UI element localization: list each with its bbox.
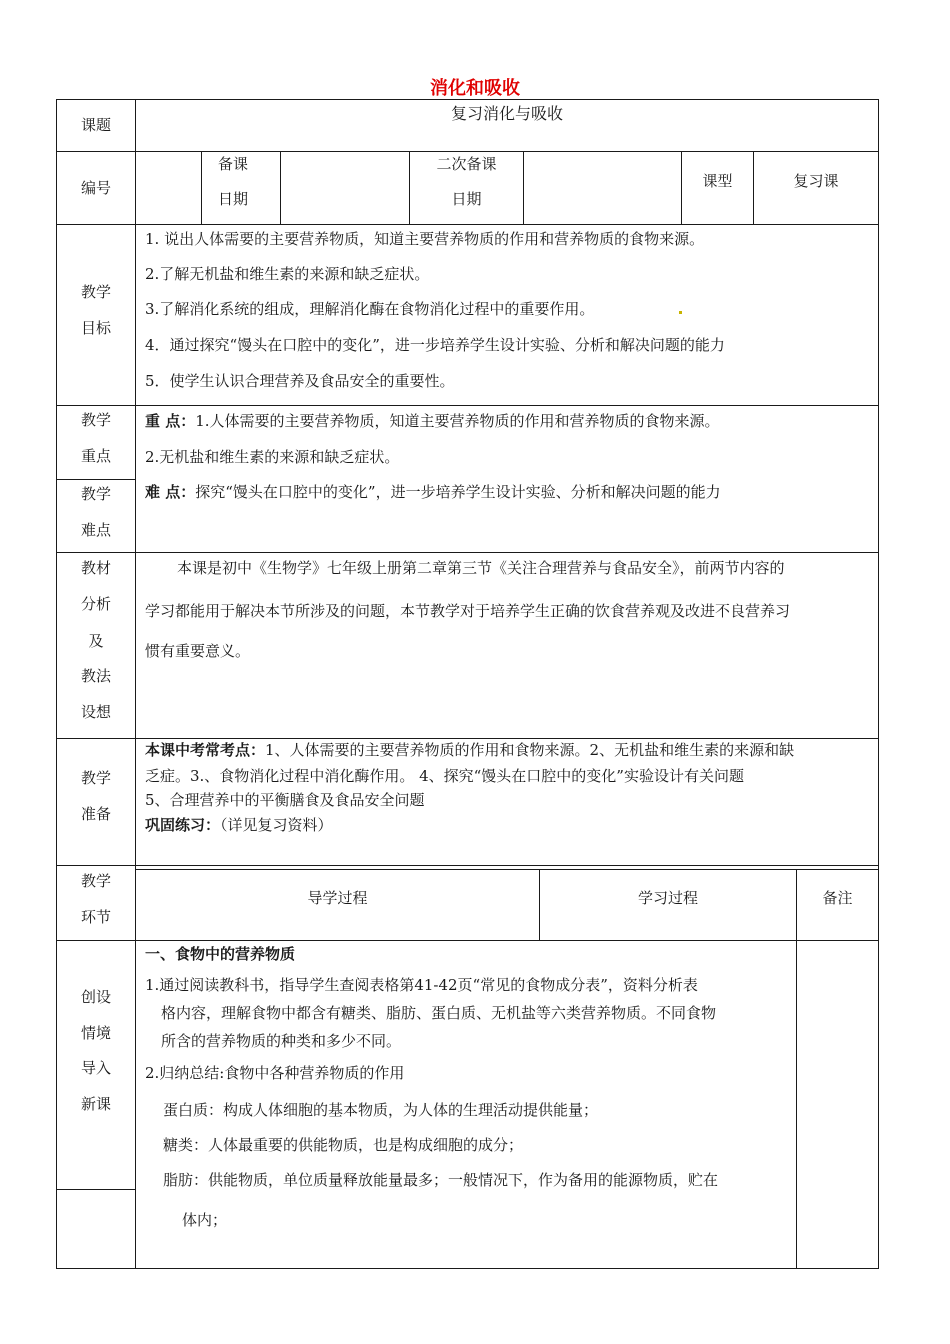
analysis-label-line: 设想 (80, 703, 111, 721)
key-points-label-line1: 教学 (80, 411, 111, 429)
learning-process-header: 学习过程 (637, 889, 698, 907)
stages-label-line2: 环节 (80, 908, 111, 926)
row-divider (56, 552, 879, 553)
course-type-value: 复习课 (793, 172, 839, 190)
id-label: 编号 (80, 179, 111, 197)
objective-item: 5．使学生认识合理营养及食品安全的重要性。 (145, 372, 455, 390)
table-border-bottom (56, 1268, 879, 1269)
second-prep-label-line2: 日期 (451, 190, 482, 208)
row-divider (56, 738, 879, 739)
course-type-label: 课型 (702, 172, 733, 190)
intro-summary: 2.归纳总结:食物中各种营养物质的作用 (145, 1064, 405, 1082)
objective-item: 2.了解无机盐和维生素的来源和缺乏症状。 (145, 265, 430, 283)
analysis-label-line: 及 (88, 632, 104, 650)
column-divider (523, 151, 524, 225)
row-divider (56, 405, 879, 406)
row-divider (56, 865, 879, 866)
row-divider (56, 224, 879, 225)
preparation-label-line2: 准备 (80, 805, 111, 823)
difficulties-label-line1: 教学 (80, 485, 111, 503)
table-border-top (56, 99, 879, 100)
difficulties-line (145, 482, 721, 502)
analysis-line: 学习都能用于解决本节所涉及的问题，本节教学对于培养学生正确的饮食营养观及改进不良营养习 (145, 602, 791, 620)
label-divider (56, 479, 136, 480)
analysis-label-line: 分析 (80, 595, 111, 613)
preparation-line1 (145, 740, 794, 760)
second-prep-label-line1: 二次备课 (436, 155, 497, 173)
intro-heading: 一、食物中的营养物质 (145, 945, 296, 963)
guide-process-header: 导学过程 (307, 889, 368, 907)
intro-label-line: 导入 (80, 1059, 111, 1077)
row-divider (56, 151, 879, 152)
difficulties-lead: 难 点： (145, 483, 196, 501)
fat-line2: 体内； (182, 1211, 228, 1229)
topic-value: 复习消化与吸收 (450, 104, 563, 123)
row-divider-double (136, 869, 879, 870)
key-points-line2: 2.无机盐和维生素的来源和缺乏症状。 (145, 448, 400, 466)
difficulties-label-line2: 难点 (80, 521, 111, 539)
objective-item: 1. 说出人体需要的主要营养物质，知道主要营养物质的作用和营养物质的食物来源。 (145, 230, 705, 248)
intro-label-line: 新课 (80, 1095, 111, 1113)
objective-item: 3.了解消化系统的组成，理解消化酶在食物消化过程中的重要作用。 (145, 300, 595, 318)
preparation-line3: 5、合理营养中的平衡膳食及食品安全问题 (145, 791, 425, 809)
notes-header: 备注 (822, 889, 853, 907)
practice-lead: 巩固练习： (145, 816, 221, 834)
prep-date-label-line2: 日期 (218, 190, 249, 208)
row-divider (56, 940, 879, 941)
key-points-line1 (145, 411, 720, 431)
intro-paragraph-line: 所含的营养物质的种类和多少不同。 (161, 1032, 402, 1050)
prep-date-label-line1: 备课 (218, 155, 249, 173)
protein-line: 蛋白质：构成人体细胞的基本物质，为人体的生理活动提供能量； (163, 1101, 599, 1119)
difficulties-text: 探究“馒头在口腔中的变化”，进一步培养学生设计实验、分析和解决问题的能力 (195, 483, 721, 501)
column-divider (796, 940, 797, 1269)
objective-item: 4．通过探究“馒头在口腔中的变化”，进一步培养学生设计实验、分析和解决问题的能力 (145, 336, 725, 354)
preparation-label-line1: 教学 (80, 769, 111, 787)
analysis-line: 本课是初中《生物学》七年级上册第二章第三节《关注合理营养与食品安全》，前两节内容的 (177, 559, 785, 577)
preparation-line2: 乏症。3.、食物消化过程中消化酶作用。 4、探究“馒头在口腔中的变化”实验设计有关问题 (145, 767, 744, 785)
practice-line (145, 815, 333, 835)
practice-text: （详见复习资料） (220, 816, 333, 834)
preparation-text: 1、人体需要的主要营养物质的作用和食物来源。2、无机盐和维生素的来源和缺 (265, 741, 795, 759)
column-divider (201, 151, 202, 225)
sugar-line: 糖类：人体最重要的供能物质，也是构成细胞的成分； (163, 1136, 524, 1154)
key-points-label-line2: 重点 (80, 447, 111, 465)
stages-label-line1: 教学 (80, 872, 111, 890)
table-border-right (878, 99, 879, 1269)
analysis-label-line: 教法 (80, 667, 111, 685)
fat-line1: 脂肪：供能物质，单位质量释放能量最多；一般情况下，作为备用的能源物质，贮在 (163, 1171, 719, 1189)
key-points-text: 1.人体需要的主要营养物质，知道主要营养物质的作用和营养物质的食物来源。 (195, 412, 720, 430)
intro-label-line: 情境 (80, 1024, 111, 1042)
topic-label: 课题 (80, 116, 111, 134)
objectives-label-line1: 教学 (80, 283, 111, 301)
intro-label-line: 创设 (80, 988, 111, 1006)
objectives-label-line2: 目标 (80, 319, 111, 337)
analysis-label-line: 教材 (80, 559, 111, 577)
column-divider (280, 151, 281, 225)
analysis-line: 惯有重要意义。 (145, 642, 251, 660)
intro-paragraph-line: 1.通过阅读教科书，指导学生查阅表格第41-42页“常见的食物成分表”，资料分析表 (145, 976, 698, 994)
label-divider (56, 1189, 136, 1190)
preparation-lead: 本课中考常考点： (145, 741, 266, 759)
key-points-lead: 重 点： (145, 412, 196, 430)
intro-paragraph-line: 格内容，理解食物中都含有糖类、脂肪、蛋白质、无机盐等六类营养物质。不同食物 (161, 1004, 717, 1022)
document-title: 消化和吸收 (430, 78, 520, 99)
ink-speck (679, 311, 682, 314)
